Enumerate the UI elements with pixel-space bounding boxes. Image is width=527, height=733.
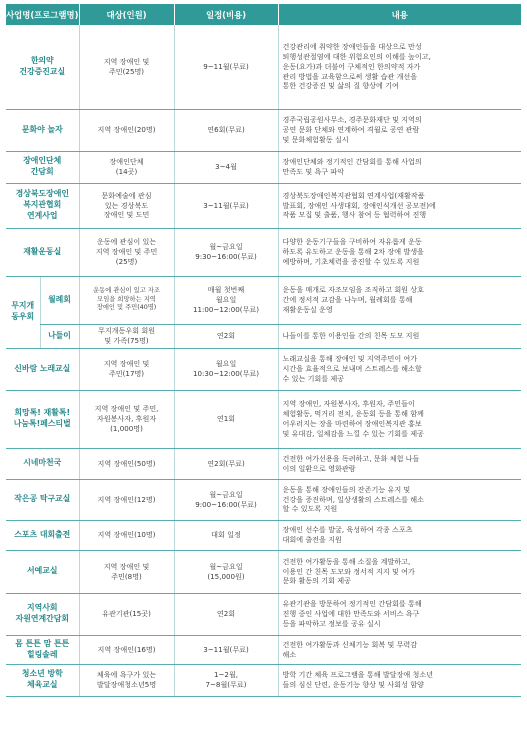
target-line: 운동에 관심이 있는 (96, 237, 157, 247)
target-line: 장애인단체 (109, 157, 144, 167)
content-line: 이의 일환으로 영화관람 (282, 463, 356, 473)
schedule-line: 월요일 (215, 359, 237, 369)
content-line: 해소 (282, 649, 297, 659)
group-name-cell: 무지개 동우회 (6, 276, 40, 348)
program-name-line: 서예교실 (27, 566, 58, 576)
table-row (6, 479, 521, 520)
schedule-cell (174, 664, 278, 696)
program-name-line: 체육교실 (27, 680, 58, 689)
content-line: 간에 정서적 교감을 나누며, 월례회를 통해 (282, 295, 413, 305)
target-cell (79, 25, 174, 109)
subprogram-name-cell: 월례회 (40, 276, 79, 324)
schedule-cell (174, 348, 278, 390)
content-line: 수 있는 기회를 제공 (282, 373, 345, 383)
schedule-cell (174, 324, 278, 348)
target-cell (79, 276, 174, 324)
program-name-line: 신바람 노래교실 (14, 363, 71, 373)
target-line: 무지개동우회 회원 (97, 326, 156, 336)
content-line: 운동(요가)과 더불어 구체적인 한의약적 자가 (282, 61, 421, 71)
header-schedule: 일정(비용) (174, 4, 278, 25)
content-line: 들의 심신 단련, 운동기능 향상 및 사회성 함양 (282, 680, 424, 689)
table-row (6, 228, 521, 276)
program-name-cell (6, 520, 79, 550)
target-line: 지역 장애인 및 주민, (94, 404, 159, 414)
schedule-line: 연6회(무료) (207, 125, 245, 135)
table-row (6, 276, 521, 324)
program-name-cell (6, 228, 79, 276)
content-line: 운동을 매개로 자조모임을 조직하고 회원 상호 (282, 285, 424, 295)
program-name-line: 간담회 (30, 167, 54, 176)
header-target: 대상(인원) (79, 4, 174, 25)
content-line: 건전한 여가활동과 신체기능 회복 및 무력감 (282, 639, 418, 649)
content-cell (278, 228, 521, 276)
schedule-line: 1~2월, (213, 670, 239, 680)
content-line: 작품 모집 및 출품, 행사 참여 등 협력하여 진행 (282, 210, 427, 220)
program-name-line: 청소년 방학 (21, 669, 63, 679)
program-name-line: 문화야 놀자 (21, 124, 63, 134)
schedule-line: 3~11월(무료) (203, 200, 249, 210)
target-line: 지역 장애인(50명) (97, 458, 156, 468)
target-line: 있는 경상북도 (104, 200, 149, 210)
schedule-cell (174, 183, 278, 228)
schedule-cell (174, 635, 278, 664)
content-line: 등을 파악하고 정보를 공유 실시 (282, 618, 381, 628)
content-line: 하도록 유도하고 운동을 통해 2차 장애 발생을 (282, 247, 424, 257)
table-row (6, 390, 521, 448)
target-cell (79, 664, 174, 696)
program-name (6, 25, 79, 109)
program-name-cell (6, 550, 79, 593)
content-line: 발표회, 장애인 사생대회, 장애인식개선 공모전)에 (282, 200, 436, 210)
target-line: 지역 장애인(10명) (97, 530, 156, 540)
schedule-line: 대회 일정 (211, 530, 241, 540)
content-line: 대회에 출전을 지원 (282, 535, 342, 544)
target-cell (79, 183, 174, 228)
program-name-cell (6, 390, 79, 448)
schedule-line: 9~11월(무료) (203, 61, 249, 71)
schedule-line: 월~금요일 (209, 489, 243, 499)
target-cell (79, 228, 174, 276)
target-line: 자원봉사자, 후원자 (96, 414, 157, 424)
content-cell (278, 276, 521, 324)
program-name-line: 힐링솔레 (27, 649, 58, 659)
content-line: 예방하며, 기초체력을 증진할 수 있도록 지원 (282, 256, 420, 266)
table-row (6, 520, 521, 550)
target-line: 문화예술에 관심 (101, 190, 152, 200)
schedule-cell (174, 109, 278, 151)
content-line: 어우러지는 장을 마련하여 장애인복지관 홍보 (282, 419, 422, 428)
content-line: 노래교실을 통해 장애인 및 지역주민이 여가 (282, 354, 418, 364)
schedule-line: 연1회 (216, 414, 236, 424)
target-line: 지역 장애인(16명) (97, 644, 156, 654)
content-line: 경상북도장애인복지관협회 연계사업(재활작품 (282, 190, 425, 200)
content-cell (278, 348, 521, 390)
table-row (6, 635, 521, 664)
content-cell (278, 520, 521, 550)
target-line: 모임을 희망하는 지역 (97, 295, 156, 303)
target-line: 유관기관(15곳) (102, 609, 151, 619)
table-row (6, 550, 521, 593)
content-line: 시간을 효율적으로 보내며 스트레스를 해소할 (282, 364, 422, 374)
content-cell (278, 390, 521, 448)
content-line: 재활운동실 운영 (282, 304, 333, 314)
schedule-cell (174, 151, 278, 183)
subprogram-name-cell: 나들이 (40, 324, 79, 348)
program-name-line: 장애인단체 (23, 156, 62, 166)
content-cell (278, 479, 521, 520)
schedule-line: 연2회 (216, 331, 236, 341)
schedule-line: 9:30~16:00(무료) (195, 252, 257, 261)
program-name-cell (6, 593, 79, 635)
content-cell (278, 25, 521, 109)
program-name-cell (6, 635, 79, 664)
content-line: 건전한 여가활동을 통해 소질을 계발하고, (282, 556, 411, 566)
content-line: 유관기관을 방문하여 정기적인 간담회를 통해 (282, 599, 422, 609)
content-cell (278, 151, 521, 183)
program-name-cell (6, 348, 79, 390)
target-cell (79, 348, 174, 390)
schedule-line: 10:30~12:00(무료) (192, 369, 260, 378)
schedule-cell (174, 448, 278, 479)
content-line: 방학 기간 체육 프로그램을 통해 발달장애 청소년 (282, 670, 434, 680)
target-cell (79, 390, 174, 448)
table-row (6, 151, 521, 183)
program-name-line: 자원연계간담회 (15, 614, 69, 623)
program-table (6, 4, 521, 697)
schedule-line: 월~금요일 (209, 242, 243, 252)
program-name-line: 작은공 탁구교실 (14, 494, 71, 504)
target-line: (25명) (115, 256, 138, 266)
target-cell (79, 109, 174, 151)
schedule-cell (174, 550, 278, 593)
program-name-line: 연계사업 (27, 210, 58, 220)
target-line: 주민(25명) (108, 66, 145, 76)
content-line: 만족도 및 욕구 파악 (282, 167, 345, 176)
program-table-wrapper (6, 4, 521, 697)
program-name-line: 희망톡! 재활톡! (14, 408, 71, 418)
schedule-cell (174, 520, 278, 550)
table-row (6, 448, 521, 479)
schedule-line: 11:00~12:00(무료) (192, 304, 260, 314)
content-line: 장애인 선수를 발굴, 육성하여 각종 스포츠 (282, 525, 413, 535)
target-line: 체육에 욕구가 있는 (96, 670, 157, 680)
schedule-line: 월~금요일 (209, 561, 243, 571)
target-line: 지역 장애인 및 (103, 359, 150, 369)
target-cell (79, 520, 174, 550)
target-line: 지역 장애인(12명) (97, 494, 156, 504)
program-name-cell (6, 664, 79, 696)
content-cell (278, 550, 521, 593)
table-row (6, 593, 521, 635)
schedule-line: (15,000원) (207, 571, 245, 581)
table-row (6, 109, 521, 151)
program-name-cell (6, 151, 79, 183)
content-line: 건강관리에 취약한 장애인들을 대상으로 만성 (282, 42, 422, 52)
schedule-cell (174, 276, 278, 324)
program-name-line: 나눔톡!페스티벌 (13, 419, 71, 428)
content-line: 퇴행성관절염에 대한 위험요인의 이해를 높이고, (282, 52, 431, 62)
target-line: 및 가족(75명) (104, 336, 149, 345)
content-line: 나들이를 통한 이용인들 간의 친목 도모 지원 (282, 331, 420, 341)
program-name-line: 경상북도장애인 (15, 189, 69, 199)
content-cell (278, 448, 521, 479)
content-cell (278, 664, 521, 696)
target-line: 지역 장애인 및 (103, 56, 150, 66)
target-line: (1,000명) (110, 423, 143, 433)
schedule-cell (174, 25, 278, 109)
content-line: 진행 중인 사업에 대한 만족도와 서비스 욕구 (282, 609, 420, 619)
content-line: 관리 방법을 교육함으로써 생활 습관 개선을 (282, 71, 418, 81)
content-cell (278, 183, 521, 228)
program-name-line: 지역사회 (27, 603, 58, 613)
content-line: 및 문화체험활동 실시 (282, 134, 349, 144)
schedule-cell (174, 228, 278, 276)
header-program-name: 사업명(프로그램명) (6, 4, 79, 25)
schedule-line: 7~8월(무료) (205, 680, 247, 689)
target-line: 지역 장애인(20명) (97, 125, 156, 135)
content-line: 건강을 증진하며, 일상생활의 스트레스를 해소 (282, 494, 424, 504)
table-row (6, 324, 521, 348)
schedule-line: 연2회(무료) (207, 458, 245, 468)
schedule-cell (174, 593, 278, 635)
program-name-line: 스포츠 대회출전 (14, 529, 71, 539)
schedule-cell (174, 390, 278, 448)
program-name-cell (6, 109, 79, 151)
content-line: 문화 활동의 기회 제공 (282, 576, 351, 586)
header-content: 내용 (278, 4, 521, 25)
content-line: 다양한 운동기구들을 구비하여 자유롭게 운동 (282, 237, 422, 247)
schedule-line: 월요일 (215, 295, 237, 305)
target-cell (79, 479, 174, 520)
content-line: 공연 문화 단체와 연계하여 격월로 공연 관람 (282, 125, 420, 135)
content-line: 통한 건강증진 및 삶의 질 향상에 기여 (282, 81, 399, 91)
content-line: 건전한 여가선용을 독려하고, 문화 체험 나들 (282, 453, 420, 463)
target-line: 지역 장애인 및 (103, 561, 150, 571)
target-cell (79, 151, 174, 183)
content-cell (278, 324, 521, 348)
target-line: 발달장애청소년5명 (96, 680, 157, 689)
target-line: 장애인 및 도민 (103, 210, 150, 220)
program-name-line: 몸 튼튼 맘 튼튼 (15, 638, 70, 648)
content-line: 체험활동, 먹거리 전치, 운동회 등을 통해 함께 (282, 409, 424, 419)
program-name-line: 재활운동실 (23, 246, 62, 256)
schedule-cell (174, 479, 278, 520)
content-line: 운동을 통해 장애인들의 잔존기능 유지 및 (282, 484, 411, 494)
content-line: 및 유대감, 일체감을 느낄 수 있는 기회를 제공 (282, 428, 424, 438)
target-cell (79, 550, 174, 593)
target-cell (79, 448, 174, 479)
content-cell (278, 635, 521, 664)
target-line: (14곳) (115, 167, 138, 176)
content-line: 장애인단체와 정기적인 간담회를 통해 사업의 (282, 157, 422, 167)
table-row (6, 183, 521, 228)
program-name-cell (6, 479, 79, 520)
target-line: 주민(17명) (108, 369, 145, 378)
target-cell (79, 635, 174, 664)
target-line: 지역 장애인 및 주민 (95, 247, 158, 257)
table-row (6, 348, 521, 390)
content-cell (278, 593, 521, 635)
content-line: 경주국립공원사무소, 경주문화재단 및 지역의 (282, 115, 422, 125)
schedule-line: 매월 첫번째 (207, 285, 245, 295)
schedule-line: 3~11월(무료) (203, 644, 249, 654)
target-line: 주민(8명) (111, 571, 142, 581)
target-cell (79, 593, 174, 635)
content-line: 할 수 있도록 지원 (282, 504, 338, 514)
table-row (6, 664, 521, 696)
table-row (6, 25, 521, 109)
content-line: 지역 장애인, 자원봉사자, 후원자, 주민들이 (282, 399, 415, 409)
program-name-line: 복지관협회 (23, 200, 62, 210)
table-header-row (6, 4, 521, 25)
content-line: 이용인 간 친목 도모와 정서적 지지 및 여가 (282, 566, 415, 576)
schedule-line: 연2회 (216, 609, 236, 619)
program-name-line: 건강증진교실 (19, 66, 66, 76)
target-line: 운동에 관심이 있고 자조 (93, 286, 160, 294)
target-line: 장애인 및 주민(40명) (96, 304, 157, 312)
program-name-line: 한의약 (30, 55, 54, 65)
program-name-cell (6, 183, 79, 228)
content-cell (278, 109, 521, 151)
program-name-cell (6, 448, 79, 479)
program-name-line: 시네마천국 (23, 458, 62, 468)
schedule-line: 3~4월 (215, 162, 237, 172)
schedule-line: 9:00~16:00(무료) (195, 499, 257, 509)
target-cell (79, 324, 174, 348)
